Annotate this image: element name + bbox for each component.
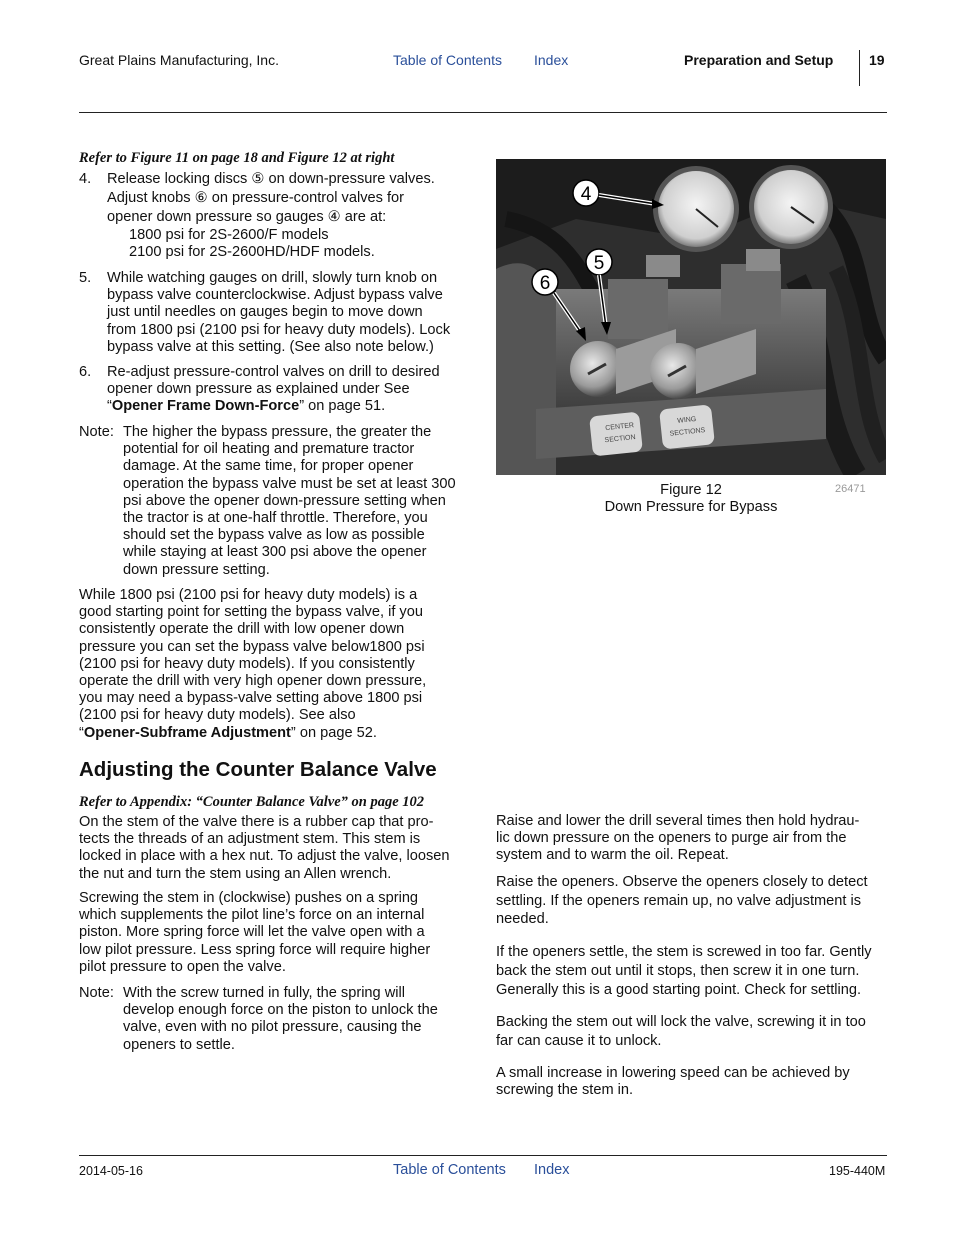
para-line: Raise the openers. Observe the openers closely to detect [496,874,868,890]
para-line: tects the threads of an adjustment stem. This stem is [79,831,421,848]
para-line: “Opener-Subframe Adjustment” on page 52. [79,724,377,741]
paragraph-spring-force [79,890,479,976]
section-heading: Adjusting the Counter Balance Valve [79,758,437,781]
note-screw [79,985,479,1054]
step-number: 6. [79,364,92,380]
note-label: Note: [79,985,114,1001]
step-4 [79,171,479,261]
para-line: While 1800 psi (2100 psi for heavy duty models) is a [79,587,418,603]
note-line: With the screw turned in fully, the spring will [123,985,405,1001]
note-line: down pressure setting. [123,561,270,578]
para-line: pressure you can set the bypass valve below1800 psi [79,638,425,655]
footer-rule [79,1155,887,1156]
para-line: Screwing the stem in (clockwise) pushes on a spring [79,890,419,906]
figure-photo [496,159,886,475]
para-line: Backing the stem out will lock the valve, screwing it in too [496,1014,866,1030]
step-line: bypass valve counterclockwise. Adjust bypass valve [107,287,443,304]
para-line: piston. More spring force will let the valve open with a [79,924,425,941]
note-label: Note: [79,424,114,440]
para-line: (2100 psi for heavy duty models). If you consistently [79,655,415,672]
paragraph-backing-stem [496,1013,896,1051]
step-line: bypass valve at this setting. (See also note below.) [107,338,434,355]
paragraph-detect-settling [496,873,896,929]
note-line: operation the bypass valve must be set at least 300 [123,475,456,492]
para-line: screwing the stem in. [496,1082,634,1099]
paragraph-valve-stem [79,814,479,883]
paragraph-bypass-setting [79,587,479,742]
label-sections: SECTIONS [669,427,706,438]
note-line: valve, even with no pilot pressure, causing the [123,1019,422,1036]
company-name: Great Plains Manufacturing, Inc. [79,52,279,68]
step-line: “Opener Frame Down-Force” on page 51. [107,398,386,415]
step-line: opener down pressure as explained under See [107,381,410,398]
paragraph-purge-air [496,813,896,865]
valve-gauges-illustration [496,159,886,475]
para-line: settling. If the openers remain up, no valve adjustment is [496,892,862,909]
note-bypass [79,424,479,579]
index-link-footer[interactable]: Index [534,1162,570,1178]
step-line: just until needles on gauges begin to move down [107,304,423,321]
para-line: (2100 psi for heavy duty models). See also [79,707,356,724]
label-section: SECTION [604,433,636,445]
para-line: consistently operate the drill with low opener down [79,621,405,638]
step-line: 2100 psi for 2S-2600HD/HDF models. [129,243,375,260]
para-line: On the stem of the valve there is a rubber cap that pro- [79,814,434,830]
note-line: potential for oil heating and premature tractor [123,441,415,458]
note-line: should set the bypass valve as low as possible [123,527,425,544]
para-line: pilot pressure to open the valve. [79,958,286,975]
para-line: Generally this is a good starting point. Check for settling. [496,982,862,998]
step-line: While watching gauges on drill, slowly turn knob on [107,270,438,286]
figure-caption [560,482,822,516]
note-line: the tractor is at one-half throttle. Therefore, you [123,510,428,527]
opener-frame-down-force-link[interactable]: Opener Frame Down-Force [111,398,300,415]
note-line: develop enough force on the piston to unlock the [123,1002,438,1019]
step-5 [79,270,479,356]
step-line: Release locking discs ⑤ on down-pressure valves. [107,171,435,187]
note-line: damage. At the same time, for proper opener [123,458,414,475]
para-line: A small increase in lowering speed can be achieved by [496,1065,850,1081]
note-line: openers to settle. [123,1036,235,1053]
step-line: opener down pressure so gauges ④ are at: [107,209,387,226]
toc-link-footer[interactable]: Table of Contents [393,1162,506,1178]
header-divider [859,50,860,86]
para-line: locked in place with a hex nut. To adjust the valve, loosen [79,848,450,865]
para-line: the nut and turn the stem using an Allen wrench. [79,865,392,882]
step-line: from 1800 psi (2100 psi for heavy duty models). Lock [107,321,451,338]
paragraph-lowering-speed [496,1065,896,1099]
note-line: The higher the bypass pressure, the greater the [123,424,432,440]
para-line: operate the drill with very high opener down pressure, [79,673,427,690]
figure-number: Figure 12 [660,482,722,498]
figure-title: Down Pressure for Bypass [604,499,778,515]
note-line: psi above the opener down-pressure setting when [123,492,446,509]
opener-subframe-adjustment-link[interactable]: Opener-Subframe Adjustment [83,724,291,741]
page-number: 19 [869,52,885,68]
para-line: Raise and lower the drill several times then hold hydrau- [496,813,860,829]
header-rule [79,112,887,113]
paragraph-stem-too-far [496,943,896,1000]
step-number: 4. [79,171,92,187]
para-line: system and to warm the oil. Repeat. [496,847,729,864]
refer-figure-note: Refer to Figure 11 on page 18 and Figure 12 at right [79,150,395,166]
step-6 [79,364,479,416]
note-line: while staying at least 300 psi above the opener [123,544,427,561]
section-title: Preparation and Setup [684,52,834,68]
para-line: which supplements the pilot line’s force on an internal [79,907,425,924]
index-link-header[interactable]: Index [534,52,569,68]
step-number: 5. [79,270,92,286]
para-line: low pilot pressure. Less spring force will require higher [79,941,431,958]
step-line: Adjust knobs ⑥ on pressure-control valves for [107,190,404,207]
para-line: far can cause it to unlock. [496,1033,662,1049]
label-wing: WING [676,415,697,425]
svg-text:6: 6 [539,273,551,294]
footer-date: 2014-05-16 [79,1164,143,1178]
step-line: Re-adjust pressure-control valves on drill to desired [107,364,440,380]
footer-doc-number: 195-440M [829,1164,886,1178]
step-line: 1800 psi for 2S-2600/F models [129,226,329,243]
svg-text:5: 5 [593,253,605,274]
figure-image-id: 26471 [835,483,866,495]
para-line: back the stem out until it stops, then screw it in one turn. [496,963,860,979]
toc-link-header[interactable]: Table of Contents [393,52,502,68]
para-line: you may need a bypass-valve setting above 1800 psi [79,690,423,707]
para-line: lic down pressure on the openers to purge air from the [496,830,847,847]
para-line: If the openers settle, the stem is screwed in too far. Gently [496,944,872,960]
label-center: CENTER [605,422,635,433]
refer-appendix-note: Refer to Appendix: “Counter Balance Valve” on page 102 [79,794,425,810]
para-line: good starting point for setting the bypass valve, if you [79,604,423,621]
svg-text:4: 4 [580,184,592,205]
para-line: needed. [496,911,549,927]
